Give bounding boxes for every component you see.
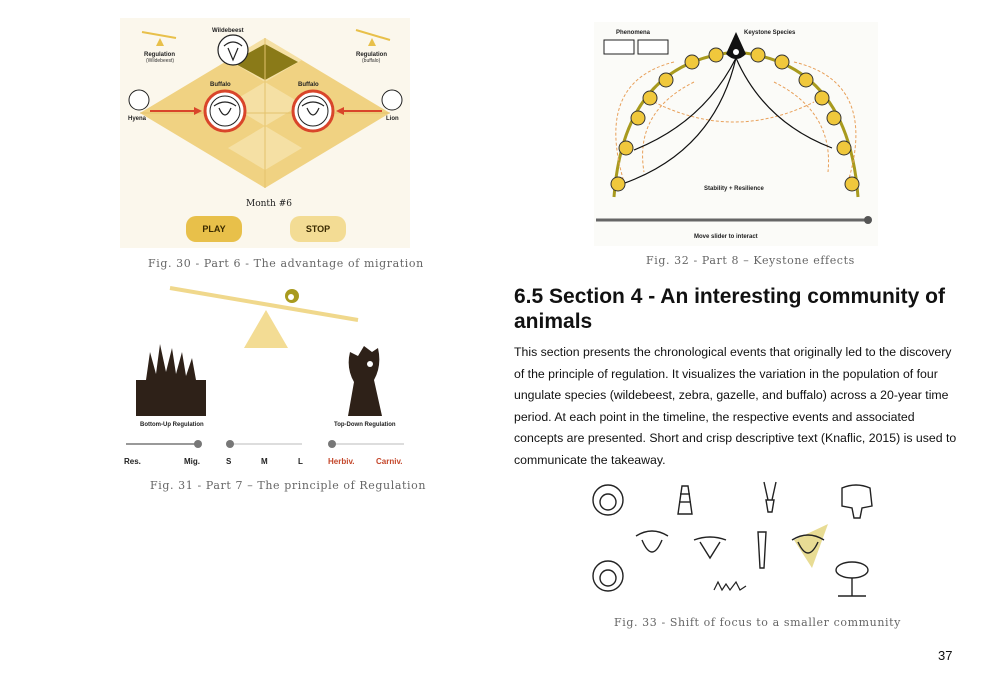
- slider1-label-res: Res.: [124, 457, 141, 466]
- slider3-label-carniv: Carniv.: [376, 457, 403, 466]
- fig33-caption: Fig. 33 - Shift of focus to a smaller community: [614, 616, 901, 629]
- figure-33: [586, 478, 882, 608]
- slider2-label-m: M: [261, 457, 268, 466]
- lion-icon: [382, 90, 402, 110]
- hyena-icon: [129, 90, 149, 110]
- herbiv-slider-handle[interactable]: [328, 440, 336, 448]
- grass-icon: [714, 582, 746, 590]
- community-icons: [586, 478, 882, 608]
- buffalo-right-label: Buffalo: [298, 82, 319, 88]
- grass-icon: [146, 344, 196, 380]
- figure-31: [120, 282, 412, 472]
- resource-slider-handle[interactable]: [194, 440, 202, 448]
- regulation-left-icon: [142, 32, 176, 46]
- fig32-caption: Fig. 32 - Part 8 – Keystone effects: [646, 254, 855, 267]
- slider2-label-s: S: [226, 457, 232, 466]
- size-slider-handle[interactable]: [226, 440, 234, 448]
- predator-icon: [348, 346, 382, 416]
- stability-label: Stability + Resilience: [704, 186, 764, 192]
- buffalo-icon: [636, 531, 668, 552]
- section-title: 6.5 Section 4 - An interesting community of animals: [514, 285, 945, 333]
- highlight-triangle: [794, 524, 828, 568]
- fig31-caption: Fig. 31 - Part 7 – The principle of Regulation: [150, 479, 427, 492]
- regulation-left-label: Regulation: [144, 52, 175, 58]
- phenomena-box-2: [638, 40, 668, 54]
- seesaw-fulcrum: [244, 310, 288, 348]
- regulation-right-icon: [356, 30, 390, 46]
- tree-icon: [836, 562, 868, 596]
- bottom-up-block: [136, 380, 206, 416]
- species-nodes: [611, 48, 859, 191]
- section-body: This section presents the chronological events that originally led to the discovery of the principle of regulation. It visualizes the variation in the population of four ungulate species (wildebeest, zebra, gazelle, and buffalo) across a 20-year time period. At each point in the timeline, the respective events and associated concepts are presented. Short and crisp descriptive text (Knaflic, 2015) is used to communicate the takeaway.: [514, 345, 957, 467]
- page-number: 37: [938, 648, 953, 663]
- keystone-slider-handle[interactable]: [864, 216, 872, 224]
- hyena-label: Hyena: [128, 116, 147, 122]
- bottom-up-label: Bottom-Up Regulation: [140, 422, 204, 428]
- keystone-label: Keystone Species: [744, 30, 796, 36]
- figure-30: [120, 18, 410, 248]
- stability-arc: [614, 52, 858, 197]
- phenomena-label: Phenomena: [616, 30, 651, 36]
- lion-icon: [593, 485, 623, 515]
- regulation-right-label: Regulation: [356, 52, 387, 58]
- migration-diagram: [120, 18, 410, 248]
- giraffe-icon: [758, 532, 766, 568]
- slider3-label-herbiv: Herbiv.: [328, 457, 355, 466]
- top-down-label: Top-Down Regulation: [334, 422, 396, 428]
- zebra-icon: [678, 486, 692, 514]
- month-label: Month #6: [246, 199, 292, 209]
- regulation-right-sub: (buffalo): [362, 58, 381, 64]
- buffalo-left-label: Buffalo: [210, 82, 231, 88]
- lion-icon: [593, 561, 623, 591]
- lion-label: Lion: [386, 116, 399, 122]
- slider-instruction: Move slider to interact: [694, 234, 758, 240]
- phenomena-box-1: [604, 40, 634, 54]
- play-button[interactable]: PLAY: [186, 216, 242, 242]
- gazelle-icon: [764, 482, 776, 512]
- wildebeest-icon: [694, 537, 726, 558]
- keystone-diagram: [594, 22, 878, 246]
- elephant-icon: [842, 485, 872, 518]
- wildebeest-label: Wildebeest: [212, 28, 244, 34]
- fig30-caption: Fig. 30 - Part 6 - The advantage of migration: [148, 257, 424, 270]
- regulation-diagram: [120, 282, 412, 472]
- regulation-left-sub: (Wildebeest): [146, 58, 175, 64]
- stop-button[interactable]: STOP: [290, 216, 346, 242]
- slider2-label-l: L: [298, 457, 303, 466]
- figure-32: [594, 22, 878, 246]
- slider1-label-mig: Mig.: [184, 457, 200, 466]
